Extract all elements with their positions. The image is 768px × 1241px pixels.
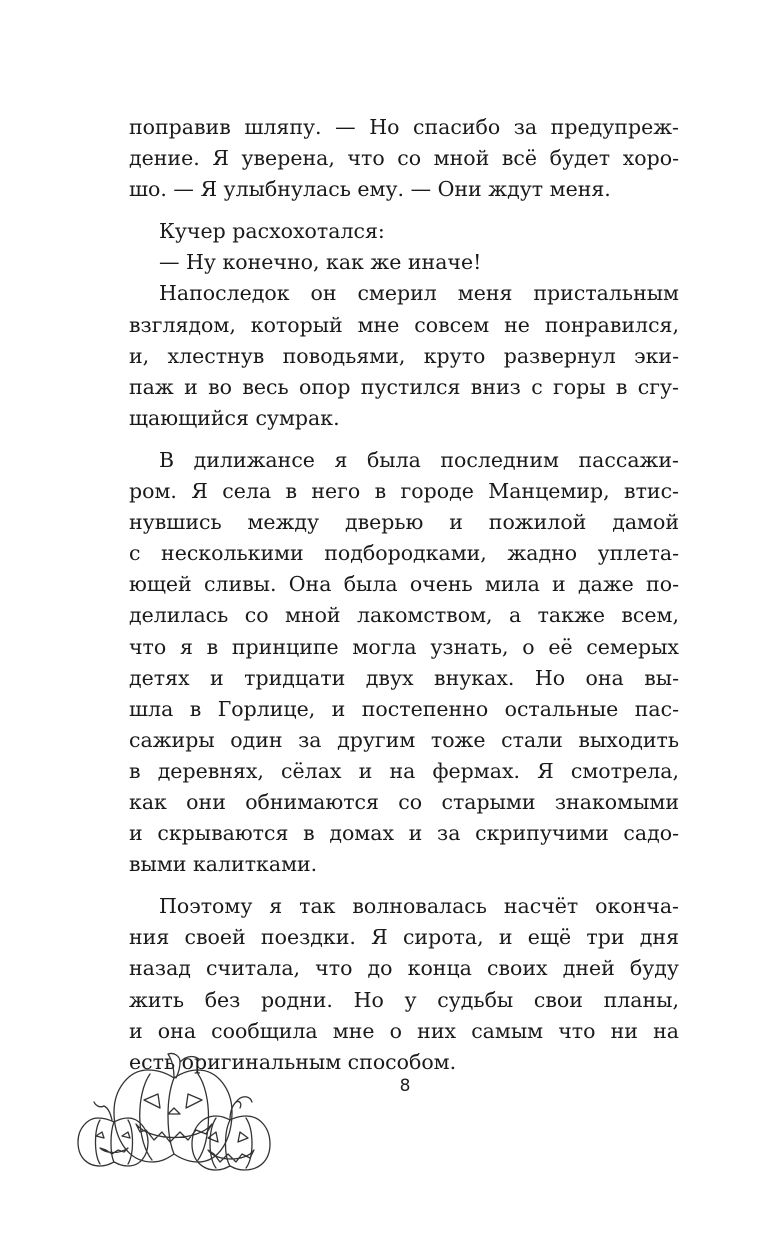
paragraph xyxy=(129,216,679,247)
text-line: взглядом, который мне совсем не понравился, xyxy=(129,312,679,337)
text-line: паж и во весь опор пустился вниз с горы в сгу- xyxy=(129,374,679,399)
text-line: — Ну конечно, как же иначе! xyxy=(159,250,482,275)
text-line: назад считала, что до конца своих дней буду xyxy=(129,956,679,981)
text-line: дение. Я уверена, что со мной всё будет хоро- xyxy=(129,146,679,171)
text-line: Поэтому я так волновалась насчёт оконча- xyxy=(159,894,679,919)
text-line: в деревнях, сёлах и на фермах. Я смотрела, xyxy=(129,758,679,783)
paragraph xyxy=(129,112,679,205)
text-line: делилась со мной лакомством, а также всем, xyxy=(129,603,679,628)
text-line: ния своей поездки. Я сирота, и ещё три дня xyxy=(129,925,679,950)
text-line: выми калитками. xyxy=(129,852,318,877)
text-line: что я в принципе могла узнать, о её семерых xyxy=(129,634,679,659)
big-pumpkin-icon xyxy=(114,1053,232,1162)
text-line: шла в Горлице, и постепенно остальные пас- xyxy=(129,696,679,721)
jack-o-lantern-pumpkins-icon xyxy=(70,1050,280,1175)
paragraph xyxy=(129,278,679,433)
text-line: с несколькими подбородками, жадно уплета- xyxy=(129,541,679,566)
text-line: и она сообщила мне о них самым что ни на xyxy=(129,1018,679,1043)
text-line: сажиры один за другим тоже стали выходить xyxy=(129,727,679,752)
text-line: и скрываются в домах и за скрипучими садо- xyxy=(129,821,679,846)
text-line: Кучер расхохотался: xyxy=(159,219,385,244)
text-line: Напоследок он смерил меня пристальным xyxy=(159,281,679,306)
text-line: детях и тридцати двух внуках. Но она вы- xyxy=(129,665,679,690)
body-text xyxy=(129,112,679,1078)
text-line: ром. Я села в него в городе Манцемир, втис- xyxy=(129,479,679,504)
text-line: и, хлестнув поводьями, круто развернул эки- xyxy=(129,343,679,368)
small-pumpkin-left-icon xyxy=(78,1102,148,1166)
page-number: 8 xyxy=(399,1076,411,1096)
text-line: жить без родни. Но у судьбы свои планы, xyxy=(129,987,679,1012)
paragraph xyxy=(129,247,679,278)
text-line: В дилижансе я была последним пассажи- xyxy=(159,447,679,472)
text-line: шо. — Я улыбнулась ему. — Они ждут меня. xyxy=(129,177,611,202)
paragraph xyxy=(129,445,679,880)
text-line: щающийся сумрак. xyxy=(129,405,340,430)
text-line: поправив шляпу. — Но спасибо за предупреж- xyxy=(129,115,679,139)
text-line: ющей сливы. Она была очень мила и даже по- xyxy=(129,572,679,597)
text-line: как они обнимаются со старыми знакомыми xyxy=(129,789,679,814)
text-line: есть оригинальным способом. xyxy=(129,1049,457,1074)
text-line: нувшись между дверью и пожилой дамой xyxy=(129,510,679,535)
